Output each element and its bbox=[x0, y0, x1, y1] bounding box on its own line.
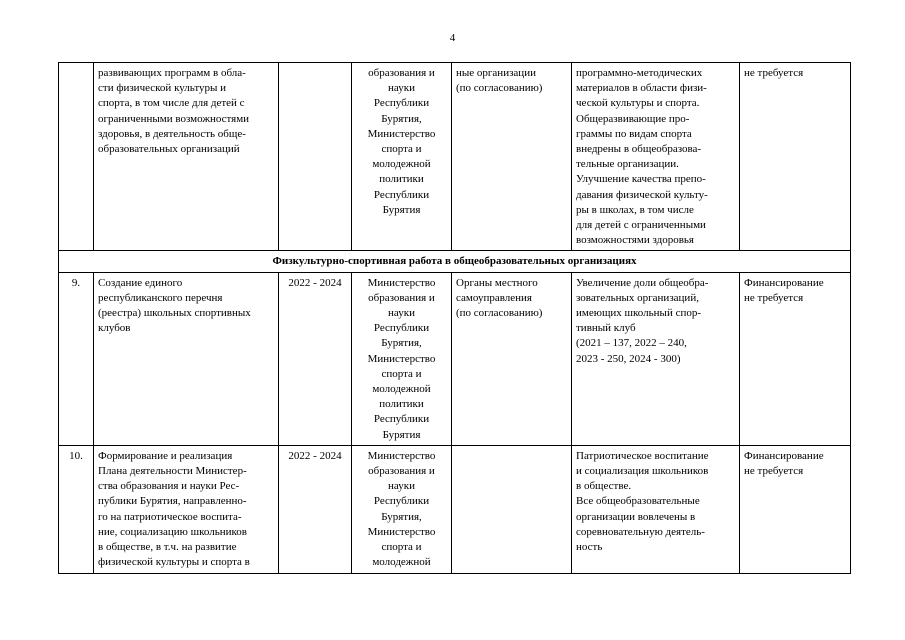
text-line: Министерство bbox=[367, 449, 436, 462]
text-line: образования и bbox=[368, 465, 435, 478]
text-line: не требуется bbox=[744, 67, 804, 79]
text-line: Бурятия bbox=[382, 428, 421, 441]
text-line: Плана деятельности Министер- bbox=[98, 465, 247, 478]
financing-cell bbox=[740, 272, 851, 445]
text-line: не требуется bbox=[744, 465, 804, 478]
text-line: ческой культуры и спорта. bbox=[576, 97, 700, 110]
measure-name bbox=[94, 63, 279, 251]
text-line: и социализация школьников bbox=[576, 465, 709, 478]
years-cell bbox=[279, 63, 352, 251]
text-line: образовательных организаций bbox=[98, 143, 240, 156]
text-line: развивающих программ в обла- bbox=[98, 67, 246, 79]
text-line: Республики bbox=[373, 97, 430, 110]
text-line: самоуправления bbox=[456, 291, 532, 304]
text-line: тивный клуб bbox=[576, 322, 636, 335]
text-line: граммы по видам спорта bbox=[576, 127, 692, 140]
table-row bbox=[59, 63, 851, 251]
financing-cell bbox=[740, 63, 851, 251]
text-line: спорта и bbox=[381, 367, 422, 380]
text-line: организации вовлечены в bbox=[576, 510, 696, 523]
text-line: Бурятия, bbox=[381, 337, 422, 350]
text-line: сти физической культуры и bbox=[98, 82, 227, 95]
text-line: в обществе. bbox=[576, 480, 632, 493]
row-number bbox=[59, 63, 94, 251]
text-line: здоровья, в деятельность обще- bbox=[98, 127, 246, 140]
financing-cell bbox=[740, 445, 851, 573]
text-line: Республики bbox=[373, 322, 430, 335]
text-line: программно-методических bbox=[576, 67, 703, 79]
years-cell: 2022 - 2024 bbox=[279, 445, 352, 573]
text-line: (по согласованию) bbox=[456, 82, 543, 95]
text-line: молодежной bbox=[372, 556, 431, 569]
text-line: имеющих школьный спор- bbox=[576, 307, 702, 320]
text-line: Финансирование bbox=[744, 449, 824, 462]
text-line: науки bbox=[388, 82, 415, 95]
row-number: 9. bbox=[59, 272, 94, 445]
responsible-cell bbox=[352, 272, 452, 445]
table-row bbox=[59, 445, 851, 573]
text-line: зовательных организаций, bbox=[576, 291, 699, 304]
responsible-cell bbox=[352, 63, 452, 251]
text-line: Патриотическое воспитание bbox=[576, 449, 709, 462]
text-line: Министерство bbox=[367, 127, 436, 140]
text-line: ры в школах, в том числе bbox=[576, 203, 694, 216]
text-line: Республики bbox=[373, 188, 430, 201]
text-line: ограниченными возможностями bbox=[98, 112, 250, 125]
measure-name bbox=[94, 445, 279, 573]
text-line: спорта, в том числе для детей с bbox=[98, 97, 245, 110]
text-line: Бурятия, bbox=[381, 510, 422, 523]
text-line: (по согласованию) bbox=[456, 307, 543, 320]
text-line: политики bbox=[379, 173, 424, 186]
text-line: Бурятия bbox=[382, 203, 421, 216]
text-line: не требуется bbox=[744, 291, 804, 304]
responsible-cell bbox=[352, 445, 452, 573]
text-line: Финансирование bbox=[744, 276, 824, 289]
text-line: тельные организации. bbox=[576, 158, 679, 171]
text-line: го на патриотическое воспита- bbox=[98, 510, 242, 523]
measure-name bbox=[94, 272, 279, 445]
text-line: спорта и bbox=[381, 143, 422, 156]
text-line: для детей с ограниченными bbox=[576, 219, 706, 232]
text-line: образования и bbox=[368, 67, 435, 79]
table-row bbox=[59, 272, 851, 445]
text-line: соревновательную деятель- bbox=[576, 525, 705, 538]
text-line: Министерство bbox=[367, 525, 436, 538]
text-line: внедрены в общеобразова- bbox=[576, 143, 702, 156]
text-line: республиканского перечня bbox=[98, 291, 223, 304]
text-line: Формирование и реализация bbox=[98, 449, 233, 462]
text-line: спорта и bbox=[381, 541, 422, 554]
text-line: ность bbox=[576, 541, 603, 554]
text-line: науки bbox=[388, 307, 415, 320]
text-line: Улучшение качества препо- bbox=[576, 173, 706, 186]
text-line: Все общеобразовательные bbox=[576, 495, 700, 508]
text-line: возможностями здоровья bbox=[576, 234, 694, 247]
text-line: Министерство bbox=[367, 352, 436, 365]
section-row bbox=[59, 251, 851, 272]
text-line: Общеразвивающие про- bbox=[576, 112, 690, 125]
text-line: физической культуры и спорта в bbox=[98, 556, 250, 569]
text-line: молодежной bbox=[372, 158, 431, 171]
text-line: 2023 - 250, 2024 - 300) bbox=[576, 352, 681, 365]
text-line: молодежной bbox=[372, 383, 431, 396]
coexecutors-cell bbox=[452, 445, 572, 573]
page-number: 4 bbox=[449, 32, 456, 44]
text-line: клубов bbox=[98, 322, 131, 335]
coexecutors-cell bbox=[452, 272, 572, 445]
text-line: Министерство bbox=[367, 276, 436, 289]
text-line: политики bbox=[379, 398, 424, 411]
measures-table bbox=[58, 62, 851, 574]
text-line: в обществе, в т.ч. на развитие bbox=[98, 541, 237, 554]
result-cell bbox=[572, 445, 740, 573]
result-cell bbox=[572, 272, 740, 445]
section-title: Физкультурно-спортивная работа в общеобразовательных организациях bbox=[59, 251, 851, 272]
text-line: материалов в области физи- bbox=[576, 82, 707, 95]
text-line: Бурятия, bbox=[381, 112, 422, 125]
text-line: ства образования и науки Рес- bbox=[98, 480, 240, 493]
text-line: (2021 – 137, 2022 – 240, bbox=[576, 337, 687, 350]
text-line: Республики bbox=[373, 495, 430, 508]
text-line: (реестра) школьных спортивных bbox=[98, 307, 251, 320]
years-cell: 2022 - 2024 bbox=[279, 272, 352, 445]
text-line: Увеличение доли общеобра- bbox=[576, 276, 709, 289]
text-line: науки bbox=[388, 480, 415, 493]
text-line: образования и bbox=[368, 291, 435, 304]
coexecutors-cell bbox=[452, 63, 572, 251]
text-line: Создание единого bbox=[98, 276, 183, 289]
text-line: давания физической культу- bbox=[576, 188, 708, 201]
text-line: ние, социализацию школьников bbox=[98, 525, 248, 538]
text-line: ные организации bbox=[456, 67, 536, 79]
text-line: Республики bbox=[373, 413, 430, 426]
text-line: публики Бурятия, направленно- bbox=[98, 495, 247, 508]
text-line: Органы местного bbox=[456, 276, 538, 289]
row-number: 10. bbox=[59, 445, 94, 573]
result-cell bbox=[572, 63, 740, 251]
